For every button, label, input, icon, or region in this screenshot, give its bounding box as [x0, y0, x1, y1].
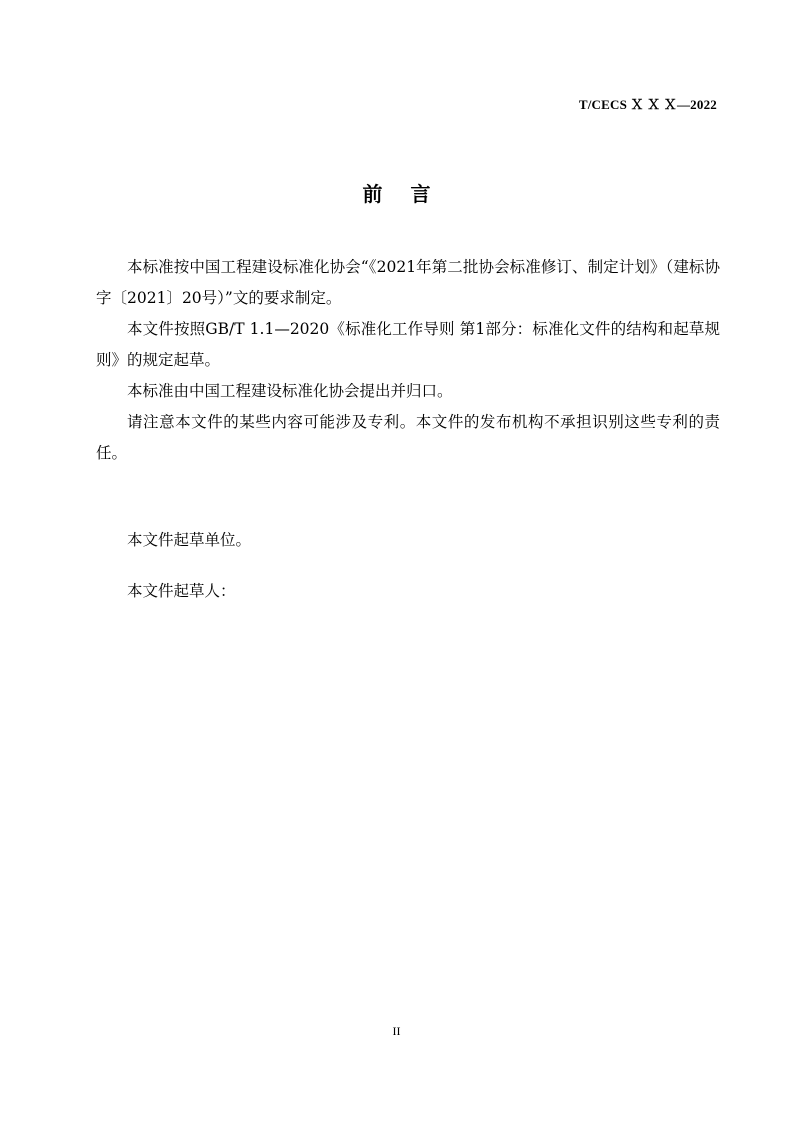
standard-code: T/CECS Ｘ Ｘ Ｘ—2022: [578, 97, 717, 112]
paragraph-patent-notice: 请注意本文件的某些内容可能涉及专利。本文件的发布机构不承担识别这些专利的责任。: [96, 413, 720, 462]
drafting-units-label: 本文件起草单位。: [127, 531, 252, 549]
drafters-label: 本文件起草人：: [127, 582, 236, 600]
foreword-body: [96, 252, 720, 607]
paragraph-basis: 本标准按中国工程建设标准化协会“《2021年第二批协会标准修订、制定计划》（建标协字〔2021〕20号）”文的要求制定。: [96, 258, 720, 307]
page-title: 前言: [362, 182, 459, 206]
paragraph-drafting-rules: 本文件按照GB/T 1.1—2020《标准化工作导则 第1部分：标准化文件的结构和起草规则》的规定起草。: [96, 320, 720, 369]
spacer: [96, 469, 720, 525]
spacer: [96, 556, 720, 576]
paragraph-proposer: 本标准由中国工程建设标准化协会提出并归口。: [127, 382, 453, 400]
page-number: II: [392, 1024, 401, 1038]
